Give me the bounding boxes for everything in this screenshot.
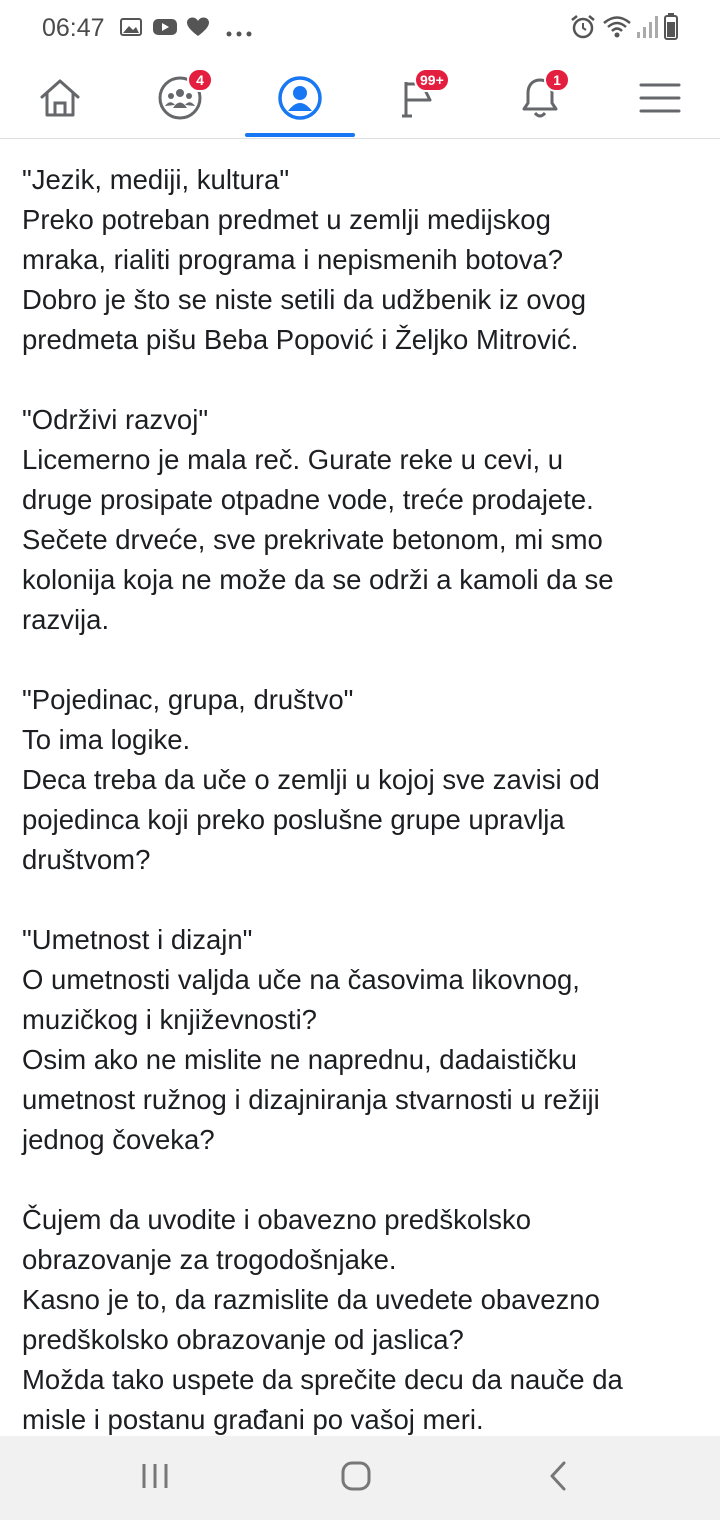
tab-home[interactable] xyxy=(0,58,120,138)
post-line: To ima logike. xyxy=(22,724,191,755)
post-line: razvija. xyxy=(22,604,110,635)
tab-pages[interactable] xyxy=(360,58,480,138)
post-line: Kasno je to, da razmislite da uvedete obavezno xyxy=(22,1284,600,1315)
post-line: "Pojedinac, grupa, društvo" xyxy=(22,684,354,715)
status-time: 06:47 xyxy=(42,14,105,42)
post-line: mraka, rialiti programa i nepismenih botova? xyxy=(22,244,564,275)
recent-apps-button[interactable] xyxy=(125,1456,185,1500)
post-line: Preko potreban predmet u zemlji medijskog xyxy=(22,204,551,235)
post-line: muzičkog i književnosti? xyxy=(22,1004,317,1035)
post-line: misle i postanu građani po vašoj meri. xyxy=(22,1404,484,1435)
post-line: "Jezik, mediji, kultura" xyxy=(22,164,290,195)
post-line: Čujem da uvodite i obavezno predškolsko xyxy=(22,1204,532,1235)
alarm-icon xyxy=(570,14,596,45)
post-line: društvom? xyxy=(22,844,151,875)
home-circle-icon xyxy=(340,1460,372,1497)
post-line: Sečete drveće, sve prekrivate betonom, mi smo xyxy=(22,524,603,555)
active-tab-indicator xyxy=(245,133,355,137)
post-line: kolonija koja ne može da se održi a kamoli da se xyxy=(22,564,614,595)
post-line: druge prosipate otpadne vode, treće prodajete. xyxy=(22,484,594,515)
post-paragraph xyxy=(22,1200,712,1440)
post-paragraph xyxy=(22,400,712,640)
home-button[interactable] xyxy=(326,1456,386,1500)
top-navigation-bar xyxy=(0,58,720,139)
profile-icon xyxy=(277,75,323,121)
post-line: Možda tako uspete da sprečite decu da nauče da xyxy=(22,1364,623,1395)
signal-icon xyxy=(636,14,658,45)
post-line: umetnost ružnog i dizajniranja stvarnosti u režiji xyxy=(22,1084,600,1115)
groups-badge: 4 xyxy=(187,68,213,92)
post-line: Deca treba da uče o zemlji u kojoj sve zavisi od xyxy=(22,764,600,795)
youtube-icon xyxy=(152,16,178,43)
post-line: "Umetnost i dizajn" xyxy=(22,924,253,955)
post-line: predškolsko obrazovanje od jaslica? xyxy=(22,1324,464,1355)
image-icon xyxy=(120,16,142,43)
wifi-icon xyxy=(602,14,632,45)
tab-menu[interactable] xyxy=(600,58,720,138)
post-line: obrazovanje za trogodošnjake. xyxy=(22,1244,397,1275)
recent-apps-icon xyxy=(140,1462,170,1495)
post-line: predmeta pišu Beba Popović i Željko Mitrović. xyxy=(22,324,579,355)
post-line: pojedinca koji preko poslušne grupe upravlja xyxy=(22,804,565,835)
post-paragraph xyxy=(22,160,712,360)
tab-notifications[interactable] xyxy=(480,58,600,138)
post-paragraph xyxy=(22,920,712,1160)
battery-icon xyxy=(664,12,678,45)
system-navigation-bar xyxy=(0,1436,720,1520)
post-line: O umetnosti valjda uče na časovima likovnog, xyxy=(22,964,580,995)
hamburger-icon xyxy=(639,81,681,115)
post-line: Licemerno je mala reč. Gurate reke u cevi, u xyxy=(22,444,564,475)
post-line: jednog čoveka? xyxy=(22,1124,215,1155)
heart-icon xyxy=(186,16,210,43)
home-icon xyxy=(38,77,82,119)
tab-groups[interactable] xyxy=(120,58,240,138)
post-line: Osim ako ne mislite ne naprednu, dadaističku xyxy=(22,1044,577,1075)
back-icon xyxy=(547,1460,569,1497)
post-line: Dobro je što se niste setili da udžbenik iz ovog xyxy=(22,284,587,315)
tab-profile[interactable] xyxy=(240,58,360,138)
post-line: "Održivi razvoj" xyxy=(22,404,209,435)
more-dots-icon xyxy=(226,24,252,42)
back-button[interactable] xyxy=(528,1456,588,1500)
notifications-badge: 1 xyxy=(544,68,570,92)
pages-badge: 99+ xyxy=(414,68,450,92)
post-text xyxy=(22,160,712,1440)
status-bar xyxy=(0,0,720,58)
post-paragraph xyxy=(22,680,712,880)
